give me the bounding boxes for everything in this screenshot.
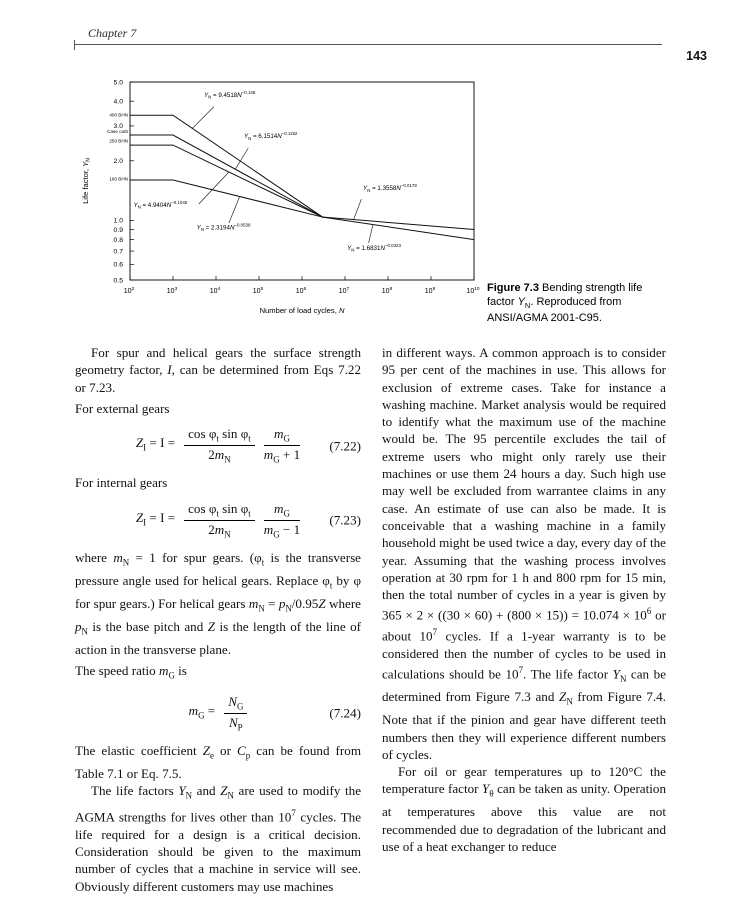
paragraph-surface-strength: For spur and helical gears the surface strength geometry factor, I, can be determined from Eqs 7.22 or 7.23. xyxy=(75,345,361,395)
series-line-160-bhn xyxy=(130,180,324,217)
page-number: 143 xyxy=(686,49,707,63)
internal-gears-lead: For internal gears xyxy=(75,475,168,491)
equation-7-22 xyxy=(75,426,361,465)
x-axis-title: Number of load cycles, N xyxy=(259,306,345,315)
equation-lhs: $Z_I = I$ = xyxy=(135,509,176,528)
x-tick-label: $10^3$ xyxy=(166,287,178,295)
x-tick-label: $10^7$ xyxy=(338,287,350,295)
x-tick-label: $10^8$ xyxy=(381,287,393,295)
chapter-label: Chapter 7 xyxy=(88,26,137,40)
annotation-leader-line xyxy=(192,107,214,129)
series-equation-label: $Y_N = 2.3194N^{-0.0538}$ xyxy=(196,222,251,233)
numerator: $N_G$ xyxy=(224,694,247,714)
y-tick-label: 0.6 xyxy=(113,261,123,269)
fraction xyxy=(184,501,255,540)
equation-lhs: $m_G$ = xyxy=(188,702,216,721)
series-name-label: 400 BHN xyxy=(109,112,128,118)
equation-7-23 xyxy=(75,501,361,540)
x-tick-label: $10^5$ xyxy=(252,287,264,295)
numerator: $\cos \varphi_t$ $\sin \varphi_t$ xyxy=(184,426,255,446)
denominator: $m_G + 1$ xyxy=(263,447,301,465)
external-gears-lead: For external gears xyxy=(75,400,170,416)
denominator: $N_P$ xyxy=(228,714,243,733)
x-tick-label: $10^{10}$ xyxy=(466,287,480,295)
speed-ratio-lead: The speed ratio $m_G$ is xyxy=(75,662,187,681)
equation-number: (7.22) xyxy=(329,438,361,454)
series-name-label: Case carb xyxy=(107,129,128,135)
equation-number: (7.24) xyxy=(329,705,361,721)
numerator: $\cos \varphi_t$ $\sin \varphi_t$ xyxy=(184,501,255,521)
fraction xyxy=(224,694,247,733)
bending-strength-life-factor-chart xyxy=(76,70,486,322)
y-axis-title: Life factor, $Y_N$ xyxy=(81,158,92,204)
y-tick-label: 4.0 xyxy=(113,98,123,106)
y-tick-label: 0.7 xyxy=(113,248,123,256)
right-column xyxy=(382,344,666,855)
y-tick-label: 3.0 xyxy=(113,123,123,131)
series-line-upper-life-line xyxy=(324,217,475,229)
fraction xyxy=(264,501,300,540)
fraction xyxy=(264,426,300,465)
equation-body xyxy=(189,694,248,733)
numerator: $m_G$ xyxy=(264,426,300,446)
series-equation-label: $Y_N = 6.1514N^{-0.1192}$ xyxy=(243,131,298,141)
paragraph-temperature-factor: For oil or gear temperatures up to 120°C the temperature factor $Y_\theta$ can be taken as unity. Operation at temperatures above this value are not recommended due to degradation of the lubricant and use of a heat exchanger to reduce xyxy=(382,764,666,854)
x-tick-label: $10^9$ xyxy=(424,287,436,295)
equation-number: (7.23) xyxy=(329,512,361,528)
numerator: $m_G$ xyxy=(264,501,300,521)
series-name-label: 160 BHN xyxy=(109,176,128,182)
y-tick-label: 5.0 xyxy=(113,79,123,87)
series-equation-label: $Y_N = 4.9404N^{-0.1045}$ xyxy=(133,199,188,210)
denominator: $2m_N$ xyxy=(208,447,231,465)
x-tick-label: $10^2$ xyxy=(123,287,135,295)
denominator: $2m_N$ xyxy=(208,521,231,540)
paragraph-usage-estimate: in different ways. A common approach is to consider 95 per cent of the machines in use. This allows for exclusion of extreme cases. Take for instance a washing machine. Market analysis would be required to identify what the maximum use of the machine would be. The 95 percentile excludes the tail of extreme users who might only rarely use their machines or use them 24 hours a day. Such high use may well be excluded from warrantee claims in any case. An estimate of use can also be made. It is conceivable that a washing machine in a family household might be used twice a day, every day of the year. Assuming that the washing process involves operation at 30 rpm for 1 h and 800 rpm for 15 min, then the total number of cycles in a year is given by $365 \times 2 \times ((30 \times 60) + (800 \times 15)) = 10.074 \times 10^6$ or about $10^7$ cycles. If a 1-year warranty is to be considered then the number of cycles to be used in calculations should be $10^7$. The life factor $Y_N$ can be determined from Figure 7.3 and $Z_N$ from Figure 7.4. Note that if the pinion and gear have different teeth numbers then they will experience different numbers of cycles. xyxy=(382,345,667,762)
annotation-leader-line xyxy=(369,225,373,243)
header-rule-tick xyxy=(74,40,75,50)
series-line-lower-life-line xyxy=(324,217,475,239)
paragraph-elastic-coefficient: The elastic coefficient $Z_e$ or $C_p$ can be found from Table 7.1 or Eq. 7.5. xyxy=(75,742,362,781)
figure-7-3 xyxy=(76,70,486,327)
equation-7-24 xyxy=(75,694,361,733)
paragraph-life-factors: The life factors $Y_N$ and $Z_N$ are used to modify the AGMA strengths for lives other than $10^7$ cycles. The life required for a design is a critical decision. Consideration should be given to the maximum number of cycles that a machine in service will see. Obviously different customers may use machines xyxy=(75,783,362,894)
series-equation-label: $Y_N = 1.6831N^{-0.0323}$ xyxy=(347,242,401,253)
x-tick-label: $10^4$ xyxy=(209,287,221,295)
y-tick-label: 1.0 xyxy=(113,217,123,225)
denominator: $m_G - 1$ xyxy=(263,521,301,540)
plot-frame xyxy=(130,82,474,280)
y-tick-label: 0.8 xyxy=(113,236,123,244)
y-tick-label: 2.0 xyxy=(113,158,123,166)
annotation-leader-line xyxy=(354,199,362,219)
caption-text: Bending strength life factor $Y_N$. Reproduced from ANSI/AGMA 2001-C95. xyxy=(487,282,643,325)
annotation-leader-line xyxy=(229,197,240,223)
equation-body xyxy=(136,426,300,465)
series-equation-label: $Y_N = 1.3558N^{-0.0178}$ xyxy=(363,183,417,193)
paragraph-where: where $m_N = 1$ for spur gears. ($\varphi_t$ is the transverse pressure angle used for helical gears. Replace $\varphi_t$ by φ for spur gears.) For helical gears $m_N = p_N/0.95Z$ where $p_N$ is the base pitch and Z is the length of the line of action in the transverse plane. xyxy=(75,549,361,657)
x-tick-label: $10^6$ xyxy=(295,287,307,295)
y-tick-label: 0.9 xyxy=(113,226,123,234)
equation-lhs: $Z_I = I$ = xyxy=(135,435,176,453)
equation-body xyxy=(136,501,300,540)
caption-label: Figure 7.3 xyxy=(487,282,539,294)
series-equation-label: $Y_N = 9.4518N^{-0.148}$ xyxy=(203,89,256,100)
figure-caption xyxy=(487,281,667,326)
fraction xyxy=(184,426,255,465)
series-name-label: 250 BHN xyxy=(109,138,128,144)
header-rule xyxy=(74,44,662,45)
left-column xyxy=(75,344,361,895)
y-tick-label: 0.5 xyxy=(113,277,123,285)
